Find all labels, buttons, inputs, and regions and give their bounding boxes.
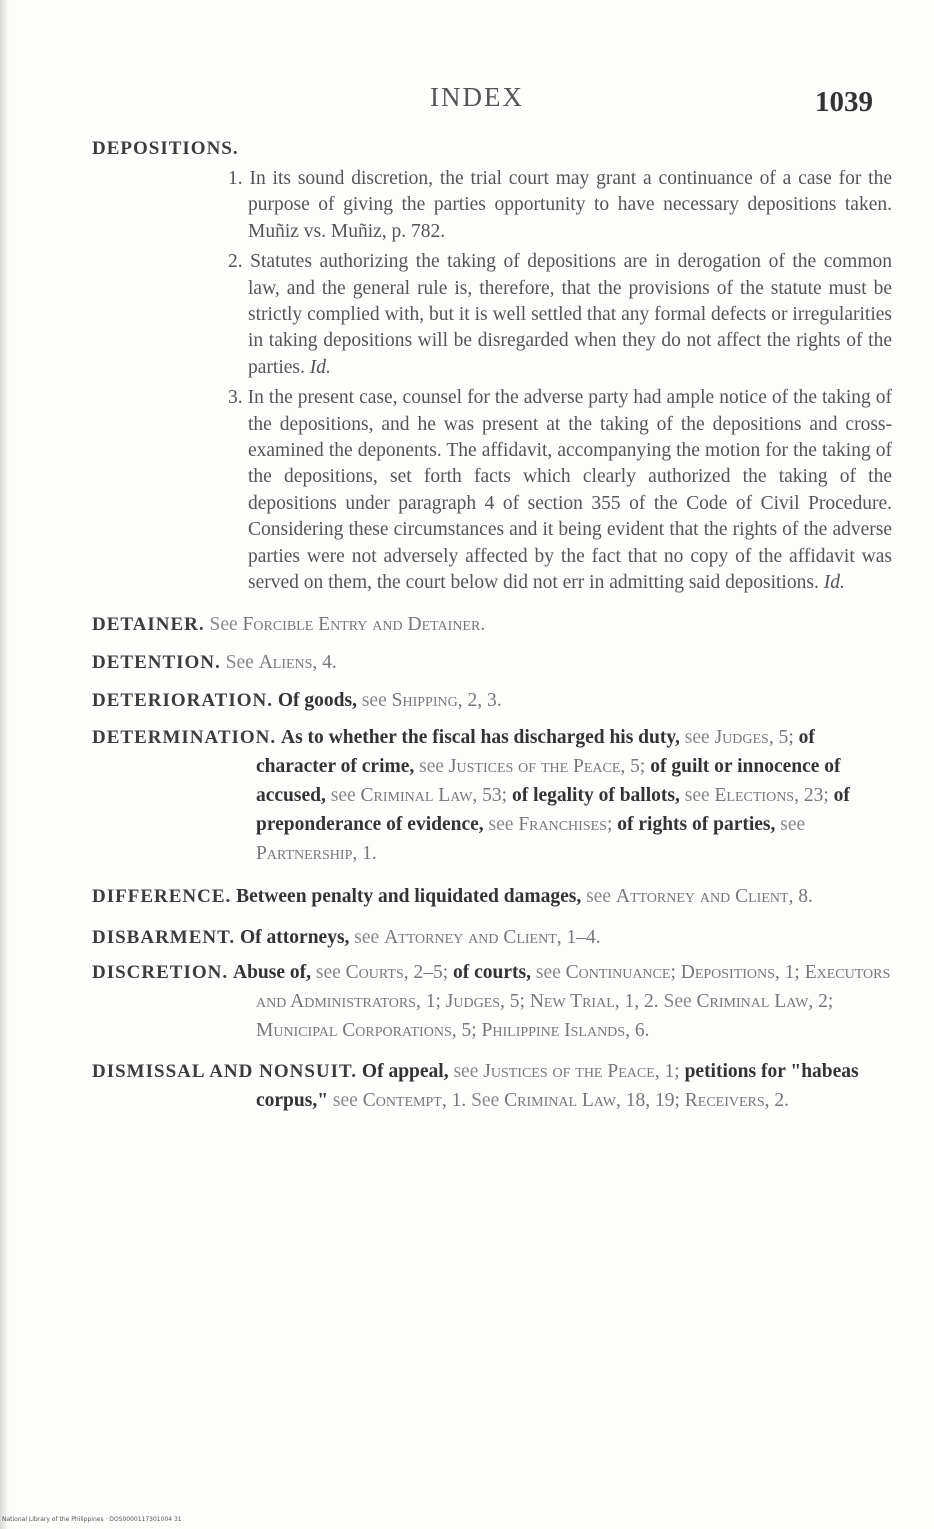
cross-reference: Courts, 2–5; [345, 961, 449, 983]
cross-reference: Shipping, 2, 3. [391, 689, 502, 711]
index-term: DETERMINATION. [92, 726, 277, 748]
scan-footer: National Library of the Philippines · DOS0000117301004 31 [2, 1516, 182, 1523]
see-label: see [354, 926, 380, 948]
index-term: DISCRETION. [92, 961, 229, 983]
item-text: 2. Statutes authorizing the taking of depositions are in derogation of the common law, and the general rule is, therefore, that the provisions of the statute must be strictly complied with, but it is well settled that any formal defects or irregularities in taking depositions will be disregarded when they do not affect the rights of the parties. [228, 251, 892, 378]
cross-reference: Elections, 23; [714, 784, 829, 806]
cross-reference: Partnership, 1. [256, 842, 377, 864]
item-citation: Id. [309, 356, 331, 378]
entry-description: of preponderance of evidence, [256, 784, 850, 835]
see-label: see [586, 885, 611, 907]
item-citation: Id. [823, 572, 845, 594]
cross-reference: Criminal Law, 2; Municipal Corporations, 5; Philippine Islands, 6. [256, 990, 834, 1041]
running-head [0, 80, 934, 120]
entry-description: As to whether the fiscal has discharged his duty, [281, 726, 680, 748]
entry-description: Of appeal, [361, 1060, 449, 1082]
cross-reference: Attorney and Client, 8. [615, 885, 813, 907]
see-label: See [225, 651, 254, 673]
see-label: see [315, 961, 341, 983]
cross-reference: Aliens, 4. [258, 651, 337, 673]
see-label: see [488, 813, 514, 835]
index-entry-detention [92, 649, 892, 676]
see-label: see [684, 784, 710, 806]
page-title: INDEX [430, 82, 524, 112]
see-label: see [684, 726, 710, 748]
cross-reference: Justices of the Peace, 1; [483, 1060, 680, 1082]
entry-items [92, 166, 892, 597]
cross-reference: Criminal Law, 53; [360, 784, 508, 806]
entry-item [92, 249, 892, 381]
see-label: See [209, 613, 238, 635]
cross-reference: Criminal Law, 18, 19; Receivers, 2. [504, 1089, 790, 1111]
index-entry-dismissal [92, 1057, 892, 1115]
see-label: see [780, 813, 806, 835]
see-label: see [330, 784, 356, 806]
cross-reference: Continuance; Depositions, 1; Executors and Administrators, 1; Judges, 5; New Trial, 1, 2. [256, 961, 891, 1012]
page-number: 1039 [815, 86, 873, 118]
index-entry-determination [92, 723, 892, 868]
index-term: DEPOSITIONS. [92, 138, 239, 159]
index-entry-discretion [92, 958, 892, 1045]
index-term: DIFFERENCE. [92, 885, 232, 907]
cross-reference: Justices of the Peace, 5; [448, 755, 646, 777]
index-entries [92, 138, 892, 1115]
index-term: DETERIORATION. [92, 689, 273, 711]
item-text: 1. In its sound discretion, the trial court may grant a continuance of a case for the purpose of giving the parties opportunity to have necessary depositions taken. Muñiz vs. Muñiz, p. 782. [228, 168, 892, 242]
index-term: DISMISSAL AND NONSUIT. [92, 1060, 358, 1082]
cross-reference: Judges, 5; [714, 726, 794, 748]
entry-description: petitions for "habeas corpus," [256, 1060, 859, 1111]
entry-description: of legality of ballots, [511, 784, 680, 806]
entry-description: Of goods, [277, 689, 357, 711]
index-term: DETENTION. [92, 651, 221, 673]
index-entry-depositions [92, 138, 892, 597]
see-label: See [663, 990, 692, 1012]
see-label: see [535, 961, 561, 983]
index-entry-deterioration [92, 687, 892, 714]
cross-reference: Contempt, 1. [362, 1089, 467, 1111]
see-label: see [453, 1060, 479, 1082]
see-label: See [471, 1089, 500, 1111]
page-edge-shadow [0, 0, 9, 1529]
cross-reference: Attorney and Client, 1–4. [384, 926, 601, 948]
item-text: 3. In the present case, counsel for the adverse party had ample notice of the taking of the depositions, and he was present at the taking of the depositions and cross-examined the deponents. The affidavit, accompanying the motion for the taking of the depositions, set forth facts which clearly authorized the taking of the depositions under paragraph 4 of section 355 of the Code of Civil Procedure. Considering these circumstances and it being evident that the rights of the adverse parties were not adversely affected by the fact that no copy of the affidavit was served on them, the court below did not err in admitting said depositions. [228, 387, 892, 594]
index-entry-detainer [92, 611, 892, 638]
index-term: DETAINER. [92, 613, 205, 635]
index-entry-disbarment [92, 923, 892, 952]
see-label: see [332, 1089, 358, 1111]
see-label: see [419, 755, 445, 777]
entry-item [92, 385, 892, 596]
entry-description: of guilt or innocence of accused, [256, 755, 841, 806]
entry-description: Between penalty and liquidated damages, [236, 885, 582, 907]
cross-reference: Franchises; [518, 813, 613, 835]
see-label: see [361, 689, 387, 711]
index-term: DISBARMENT. [92, 926, 236, 948]
entry-description: Abuse of, [233, 961, 312, 983]
entry-description: of courts, [453, 961, 532, 983]
entry-item [92, 166, 892, 245]
cross-reference: Forcible Entry and Detainer. [242, 613, 486, 635]
entry-description: Of attorneys, [240, 926, 350, 948]
index-entry-difference [92, 882, 892, 911]
entry-description: of rights of parties, [617, 813, 776, 835]
entry-description: of character of crime, [256, 726, 815, 777]
